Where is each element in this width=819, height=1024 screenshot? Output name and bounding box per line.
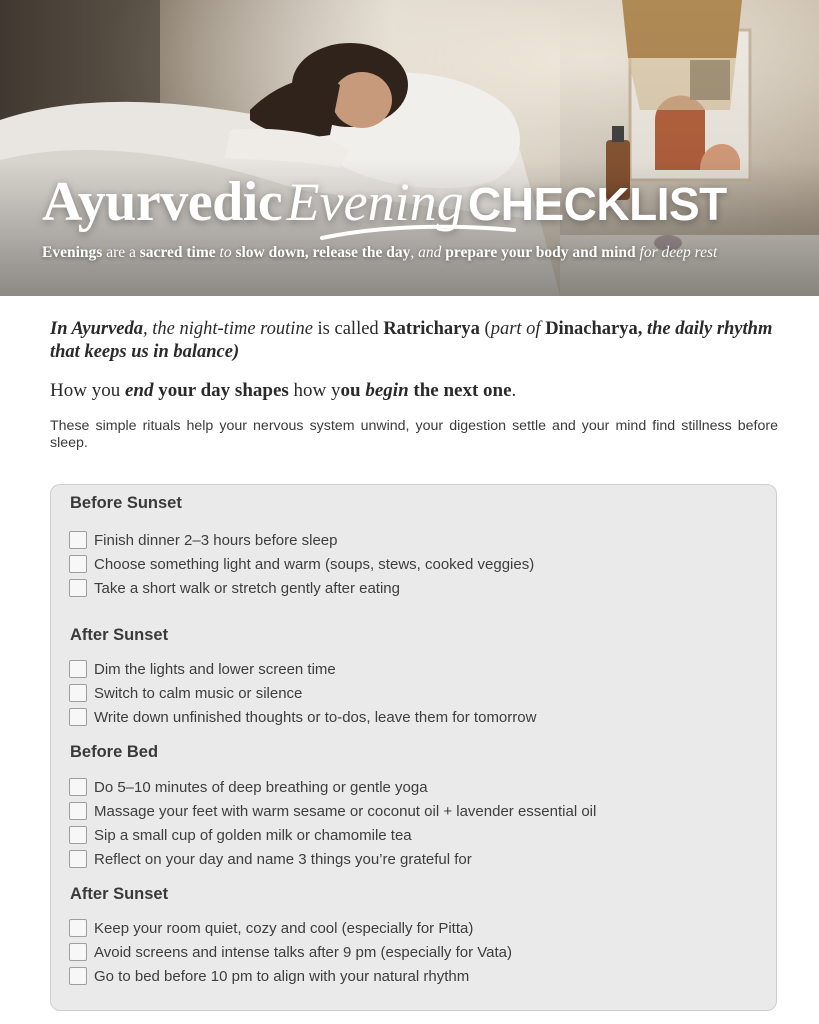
checkbox[interactable] [69,684,87,702]
sub-are-a: are a [106,244,136,261]
checklist-item[interactable]: Take a short walk or stretch gently after eating [69,578,400,598]
title-ayurvedic: Ayurvedic [42,171,283,233]
checklist-item[interactable]: Write down unfinished thoughts or to-dos, leave them for tomorrow [69,707,536,727]
checklist-item[interactable]: Keep your room quiet, cozy and cool (especially for Pitta) [69,918,473,938]
sub-prepare: prepare your body and mind [445,244,636,261]
checkbox[interactable] [69,778,87,796]
checklist-item[interactable]: Go to bed before 10 pm to align with your natural rhythm [69,966,469,986]
title-evening: Evening [286,172,464,232]
checklist-card [50,484,777,1011]
sub-sacred-time: sacred time [139,244,216,261]
title-checklist: CHECKLIST [468,178,727,230]
checkbox[interactable] [69,943,87,961]
intro-description: These simple rituals help your nervous system unwind, your digestion settle and your mind find stillness before sleep. [50,418,778,451]
checklist-item[interactable]: Massage your feet with warm sesame or coconut oil + lavender essential oil [69,801,596,821]
sub-and: and [418,244,442,261]
intro-ratricharya: In Ayurveda, the night-time routine is called Ratricharya (part of Dinacharya, the daily rhythm that keeps us in balance) [50,319,773,362]
sub-evenings: Evenings [42,244,103,261]
checklist-item[interactable]: Switch to calm music or silence [69,683,302,703]
section-title-before-bed: Before Bed [70,743,159,761]
checklist-item[interactable]: Finish dinner 2–3 hours before sleep [69,530,338,550]
checklist-item[interactable]: Choose something light and warm (soups, stews, cooked veggies) [69,554,534,574]
sub-deep-rest: for deep rest [639,244,718,261]
checkbox[interactable] [69,967,87,985]
section-title-before-sunset: Before Sunset [70,494,182,512]
checkbox[interactable] [69,802,87,820]
checkbox[interactable] [69,555,87,573]
checkbox[interactable] [69,826,87,844]
brush-underline [318,222,518,244]
section-title-after-sunset: After Sunset [70,626,169,644]
checkbox[interactable] [69,919,87,937]
checkbox[interactable] [69,579,87,597]
checklist-item[interactable]: Reflect on your day and name 3 things you’re grateful for [69,849,472,869]
section-title-after-sunset-2: After Sunset [70,885,169,903]
hero-banner [0,0,819,296]
checklist-item[interactable]: Avoid screens and intense talks after 9 pm (especially for Vata) [69,942,512,962]
checkbox[interactable] [69,531,87,549]
sub-to: to [219,244,232,261]
checklist-item[interactable]: Sip a small cup of golden milk or chamomile tea [69,825,412,845]
hero-subtitle [42,244,717,262]
checklist-item[interactable]: Do 5–10 minutes of deep breathing or gentle yoga [69,777,428,797]
sub-slow-down: slow down, release the day [235,244,411,261]
sub-comma: , [410,244,415,261]
checkbox[interactable] [69,660,87,678]
checkbox[interactable] [69,850,87,868]
checkbox[interactable] [69,708,87,726]
checklist-item[interactable]: Dim the lights and lower screen time [69,659,336,679]
intro-tagline: How you end your day shapes how you begin the next one. [50,380,517,401]
